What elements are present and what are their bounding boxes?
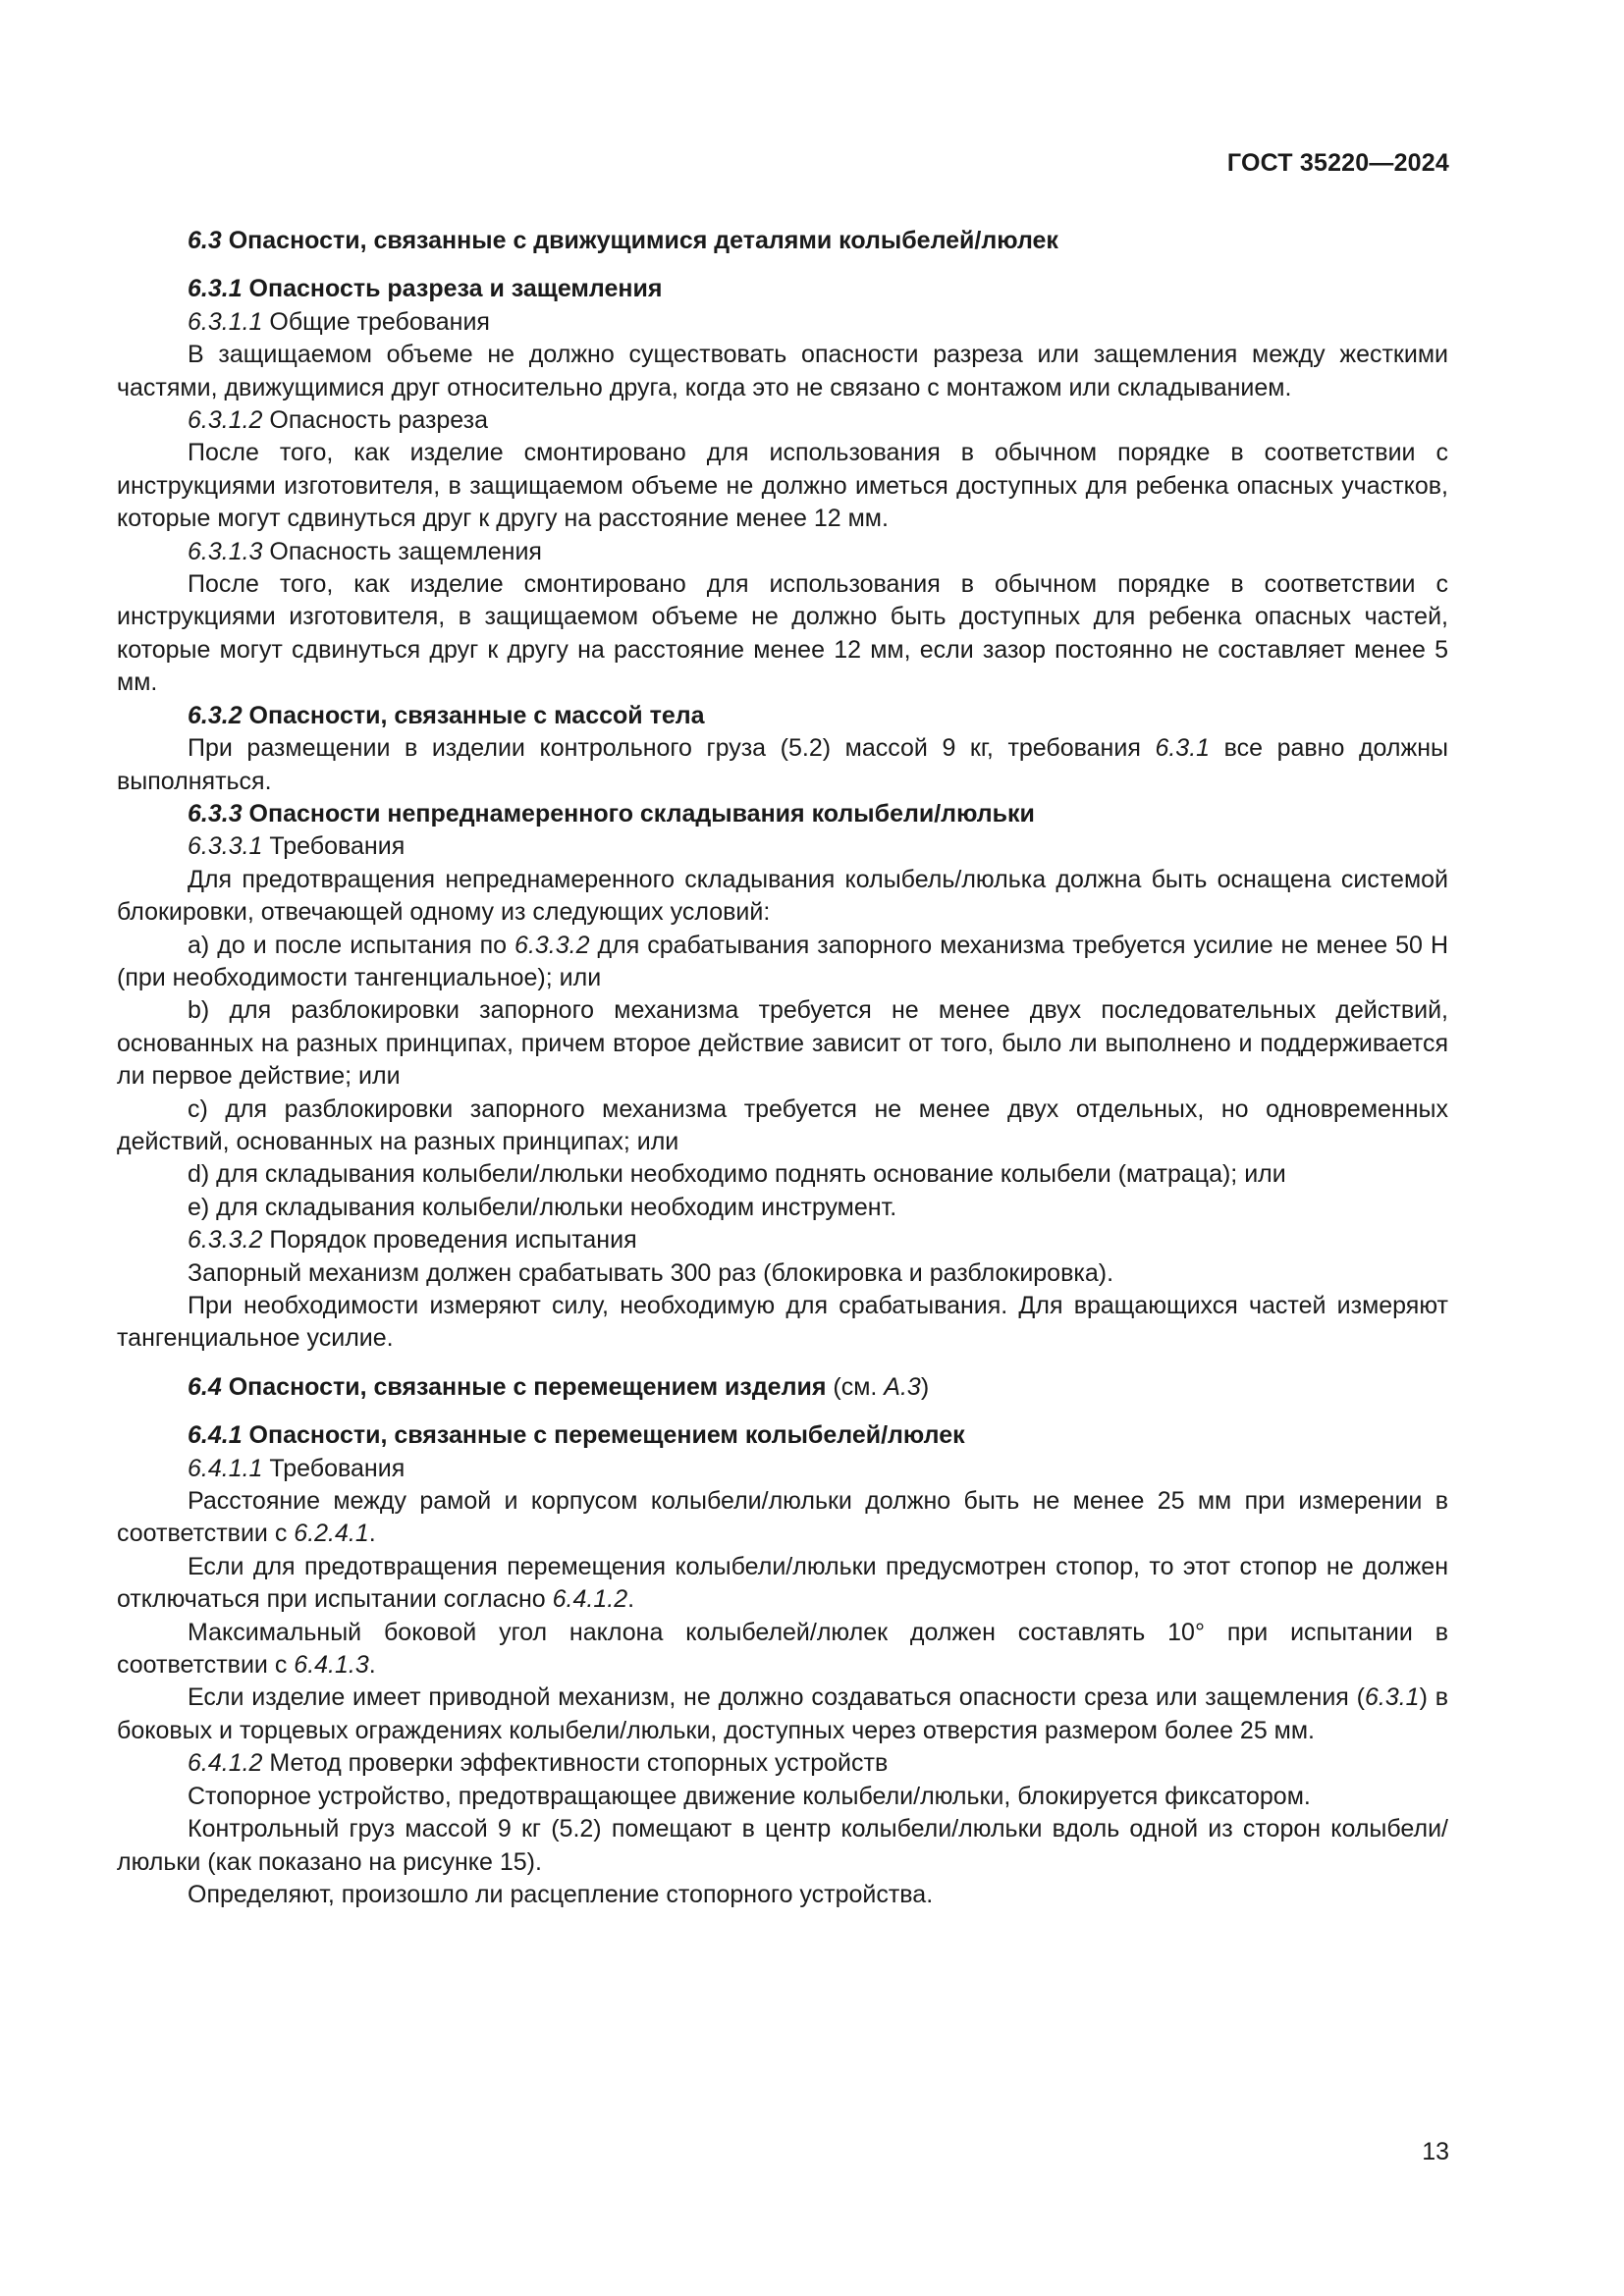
paragraph: Запорный механизм должен срабатывать 300 раз (блокировка и разблокировка). [188, 1258, 1114, 1287]
heading-6-3: 6.3 Опасности, связанные с движущимися деталями колыбелей/люлек [188, 227, 1058, 254]
paragraph: При размещении в изделии контрольного груза (5.2) массой 9 кг, требования 6.3.1 все равно должны выполняться. [117, 734, 1448, 795]
subheading-6-3-1-1: 6.3.1.1 Общие требования [188, 307, 490, 336]
paragraph: Если изделие имеет приводной механизм, не должно создаваться опасности среза или защемления (6.3.1) в боковых и торцевых ограждениях колыбели/люльки, доступных через отверстия размером более 25 мм. [117, 1683, 1448, 1744]
subheading-6-3-1-2: 6.3.1.2 Опасность разреза [188, 406, 489, 435]
subheading-6-3-3-1: 6.3.3.1 Требования [188, 832, 406, 861]
list-item: a) до и после испытания по 6.3.3.2 для срабатывания запорного механизма требуется усилие не менее 50 Н (при необходимости тангенциальное); или [117, 931, 1448, 991]
paragraph: Максимальный боковой угол наклона колыбелей/люлек должен составлять 10° при испытании в соответствии с 6.4.1.3. [117, 1618, 1448, 1680]
heading-6-3-2: 6.3.2 Опасности, связанные с массой тела [188, 701, 705, 729]
heading-6-4: 6.4 Опасности, связанные с перемещением изделия (см. А.3) [188, 1372, 930, 1401]
subheading-6-3-3-2: 6.3.3.2 Порядок проведения испытания [188, 1226, 637, 1255]
subheading-6-4-1-2: 6.4.1.2 Метод проверки эффективности стопорных устройств [188, 1749, 889, 1778]
heading-6-3-1: 6.3.1 Опасность разреза и защемления [188, 275, 663, 303]
paragraph: Определяют, произошло ли расцепление стопорного устройства. [188, 1880, 934, 1908]
document-body [117, 225, 1448, 1911]
paragraph: Контрольный груз массой 9 кг (5.2) помещают в центр колыбели/люльки вдоль одной из сторон колыбели/люльки (как показано на рисунке 15). [117, 1815, 1448, 1876]
paragraph: В защищаемом объеме не должно существовать опасности разреза или защемления между жесткими частями, движущимися друг относительно друга, когда это не связано с монтажом или складыванием. [117, 341, 1448, 401]
list-item: d) для складывания колыбели/люльки необходимо поднять основание колыбели (матраца); или [188, 1160, 1286, 1189]
list-item: e) для складывания колыбели/люльки необходим инструмент. [188, 1193, 897, 1221]
heading-6-3-3: 6.3.3 Опасности непреднамеренного складывания колыбели/люльки [188, 799, 1035, 828]
document-code: ГОСТ 35220—2024 [1226, 149, 1449, 177]
paragraph: Расстояние между рамой и корпусом колыбели/люльки должно быть не менее 25 мм при измерении в соответствии с 6.2.4.1. [117, 1487, 1448, 1548]
page-number: 13 [1422, 2138, 1449, 2165]
paragraph: Если для предотвращения перемещения колыбели/люльки предусмотрен стопор, то этот стопор не должен отключаться при испытании согласно 6.4.1.2. [117, 1552, 1448, 1614]
subheading-6-4-1-1: 6.4.1.1 Требования [188, 1454, 406, 1482]
paragraph: При необходимости измеряют силу, необходимую для срабатывания. Для вращающихся частей измеряют тангенциальное усилие. [117, 1292, 1448, 1353]
paragraph: После того, как изделие смонтировано для использования в обычном порядке в соответствии с инструкциями изготовителя, в защищаемом объеме не должно иметься доступных для ребенка опасных участков, которые могут сдвинуться друг к другу на расстояние менее 12 мм. [117, 439, 1448, 533]
paragraph: После того, как изделие смонтировано для использования в обычном порядке в соответствии с инструкциями изготовителя, в защищаемом объеме не должно быть доступных для ребенка опасных частей, которые могут сдвинуться друг к другу на расстояние менее 12 мм, если зазор постоянно не составляет менее 5 мм. [117, 570, 1448, 697]
heading-6-4-1: 6.4.1 Опасности, связанные с перемещением колыбелей/люлек [188, 1421, 965, 1450]
list-item: b) для разблокировки запорного механизма требуется не менее двух последовательных действий, основанных на разных принципах, причем второе действие зависит от того, было ли выполнено и поддерживается ли первое действие; или [117, 996, 1448, 1091]
paragraph: Стопорное устройство, предотвращающее движение колыбели/люльки, блокируется фиксатором. [188, 1782, 1311, 1810]
subheading-6-3-1-3: 6.3.1.3 Опасность защемления [188, 537, 542, 565]
paragraph: Для предотвращения непреднамеренного складывания колыбель/люлька должна быть оснащена системой блокировки, отвечающей одному из следующих условий: [117, 865, 1448, 927]
list-item: c) для разблокировки запорного механизма требуется не менее двух отдельных, но одновременных действий, основанных на разных принципах; или [117, 1095, 1448, 1155]
